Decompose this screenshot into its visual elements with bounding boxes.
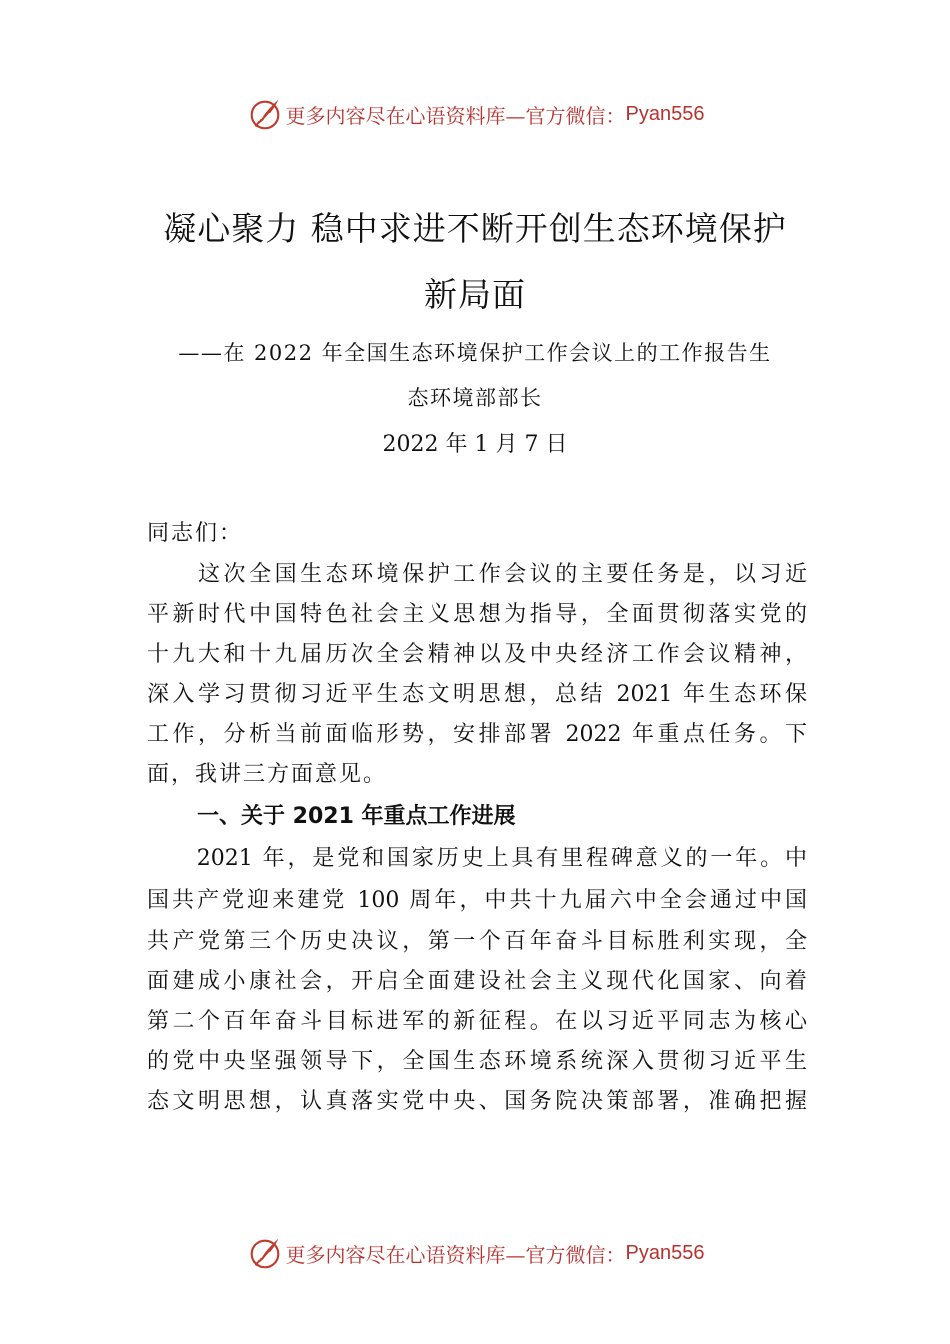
paragraph-1-line: 面，我讲三方面意见。 bbox=[147, 762, 388, 787]
document-title-line-1: 凝心聚力 稳中求进不断开创生态环境保护 bbox=[163, 209, 787, 248]
footer-watermark bbox=[0, 1233, 950, 1273]
document-date: 2022 年 1 月 7 日 bbox=[382, 432, 568, 457]
document-subtitle-line-2: 态环境部部长 bbox=[407, 386, 543, 410]
paragraph-2-line: 的党中央坚强领导下，全国生态环境系统深入贯彻习近平生 bbox=[147, 1049, 807, 1074]
paragraph-1-line: 工作，分析当前面临形势，安排部署 2022 年重点任务。下 bbox=[147, 722, 807, 747]
paragraph-2-line: 第二个百年奋斗目标进军的新征程。在以习近平同志为核心 bbox=[147, 1009, 807, 1034]
paragraph-2-line: 2021 年，是党和国家历史上具有里程碑意义的一年。中 bbox=[147, 846, 807, 871]
document-subtitle-line-1: ——在 2022 年全国生态环境保护工作会议上的工作报告生 bbox=[178, 341, 772, 365]
quill-logo-icon bbox=[246, 95, 284, 133]
section-heading-1: 一、关于 2021 年重点工作进展 bbox=[197, 804, 516, 829]
paragraph-2-line: 国共产党迎来建党 100 周年，中共十九届六中全会通过中国 bbox=[147, 888, 807, 913]
greeting: 同志们： bbox=[147, 521, 244, 546]
paragraph-2-line: 面建成小康社会，开启全面建设社会主义现代化国家、向着 bbox=[147, 969, 807, 994]
paragraph-1-line: 深入学习贯彻习近平生态文明思想，总结 2021 年生态环保 bbox=[147, 682, 807, 707]
watermark-text: 更多内容尽在心语资料库—官方微信： bbox=[285, 1242, 626, 1267]
paragraph-2-line: 共产党第三个历史决议，第一个百年奋斗目标胜利实现，全 bbox=[147, 929, 807, 954]
document-title-line-2: 新局面 bbox=[424, 275, 526, 314]
watermark-wechat-id: Pyan556 bbox=[625, 102, 705, 125]
paragraph-2-line: 态文明思想，认真落实党中央、国务院决策部署，准确把握 bbox=[147, 1089, 807, 1114]
header-watermark bbox=[0, 94, 950, 134]
paragraph-1-line: 这次全国生态环境保护工作会议的主要任务是，以习近 bbox=[147, 562, 807, 587]
paragraph-1-line: 十九大和十九届历次全会精神以及中央经济工作会议精神， bbox=[147, 642, 807, 667]
watermark-text: 更多内容尽在心语资料库—官方微信： bbox=[285, 103, 626, 128]
quill-logo-icon bbox=[246, 1234, 284, 1272]
watermark-wechat-id: Pyan556 bbox=[625, 1241, 705, 1264]
paragraph-1-line: 平新时代中国特色社会主义思想为指导，全面贯彻落实党的 bbox=[147, 602, 807, 627]
